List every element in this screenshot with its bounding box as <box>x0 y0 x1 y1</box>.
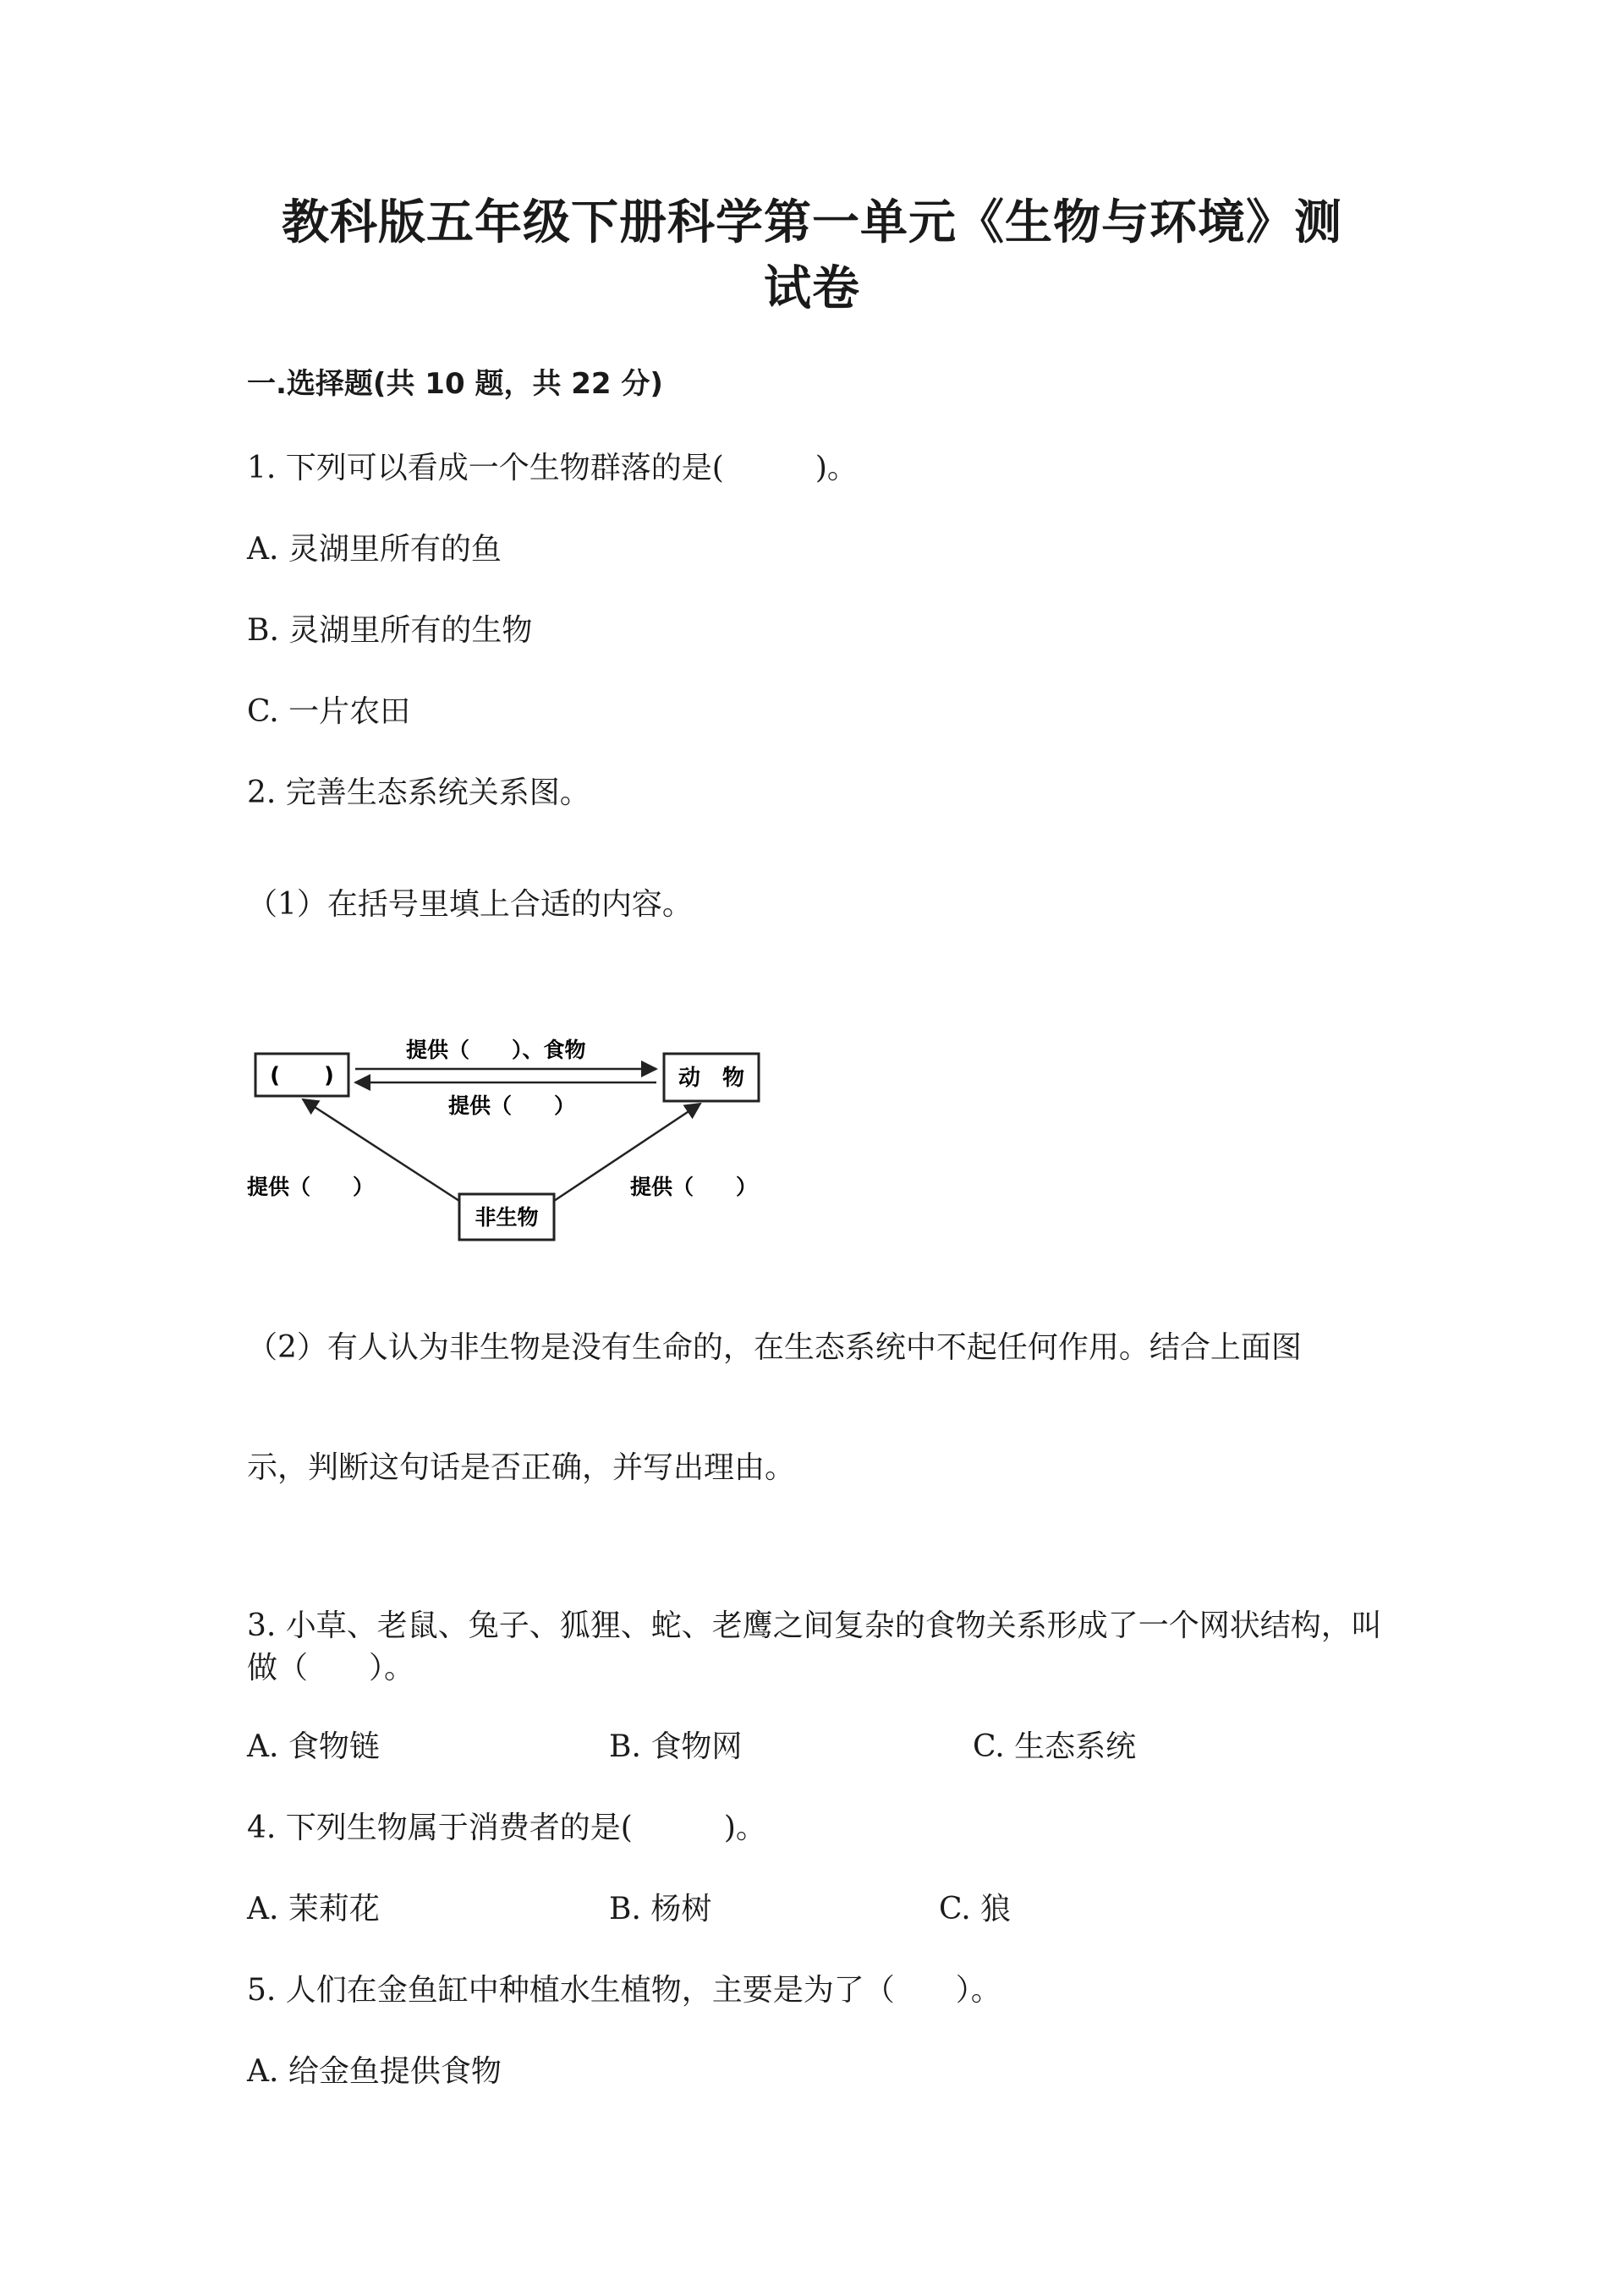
q3-stem: 3. 小草、老鼠、兔子、狐狸、蛇、老鹰之间复杂的食物关系形成了一个网状结构，叫做（ ）。 <box>247 1608 1382 1685</box>
title-line-2: 试卷 <box>764 261 860 316</box>
q2-stem: 2. 完善生态系统关系图。 <box>247 775 590 810</box>
q2-sub2-line2: 示，判断这句话是否正确，并写出理由。 <box>247 1450 796 1485</box>
box-producer-label: ( ) <box>270 1063 334 1088</box>
q2-sub2-line1: （2）有人认为非生物是没有生命的，在生态系统中不起任何作用。结合上面图 <box>247 1330 1302 1365</box>
section-heading: 一.选择题(共 10 题，共 22 分) <box>247 367 663 401</box>
q1-stem: 1. 下列可以看成一个生物群落的是( )。 <box>247 451 858 485</box>
q4-option-c: C. 狼 <box>939 1892 1012 1926</box>
arrow-top-label: 提供（ ）、食物 <box>406 1038 586 1062</box>
q3-option-b: B. 食物网 <box>609 1729 743 1764</box>
q4-option-a: A. 茉莉花 <box>247 1892 380 1926</box>
q5-option-a: A. 给金鱼提供食物 <box>247 2054 502 2089</box>
q5-stem: 5. 人们在金鱼缸中种植水生植物，主要是为了（ ）。 <box>247 1973 1001 2008</box>
q2-sub1: （1）在括号里填上合适的内容。 <box>247 887 693 922</box>
q3-option-a: A. 食物链 <box>247 1729 380 1764</box>
q1-option-b: B. 灵湖里所有的生物 <box>247 613 533 648</box>
ecosystem-diagram <box>237 1006 778 1252</box>
q1-option-a: A. 灵湖里所有的鱼 <box>247 532 502 567</box>
q1-option-c: C. 一片农田 <box>247 694 411 729</box>
q3-option-c: C. 生态系统 <box>973 1729 1137 1764</box>
box-nonliving-label: 非生物 <box>475 1205 539 1230</box>
arrow-middle-label: 提供（ ） <box>448 1093 576 1118</box>
q4-option-b: B. 杨树 <box>609 1892 712 1926</box>
box-animal-label: 动 物 <box>678 1066 745 1091</box>
q4-stem: 4. 下列生物属于消费者的是( )。 <box>247 1811 766 1845</box>
arrow-left-label: 提供（ ） <box>247 1175 375 1199</box>
page-title <box>203 190 1421 322</box>
title-line-1: 教科版五年级下册科学第一单元《生物与环境》测 <box>282 195 1342 250</box>
arrow-right-label: 提供（ ） <box>630 1175 758 1199</box>
